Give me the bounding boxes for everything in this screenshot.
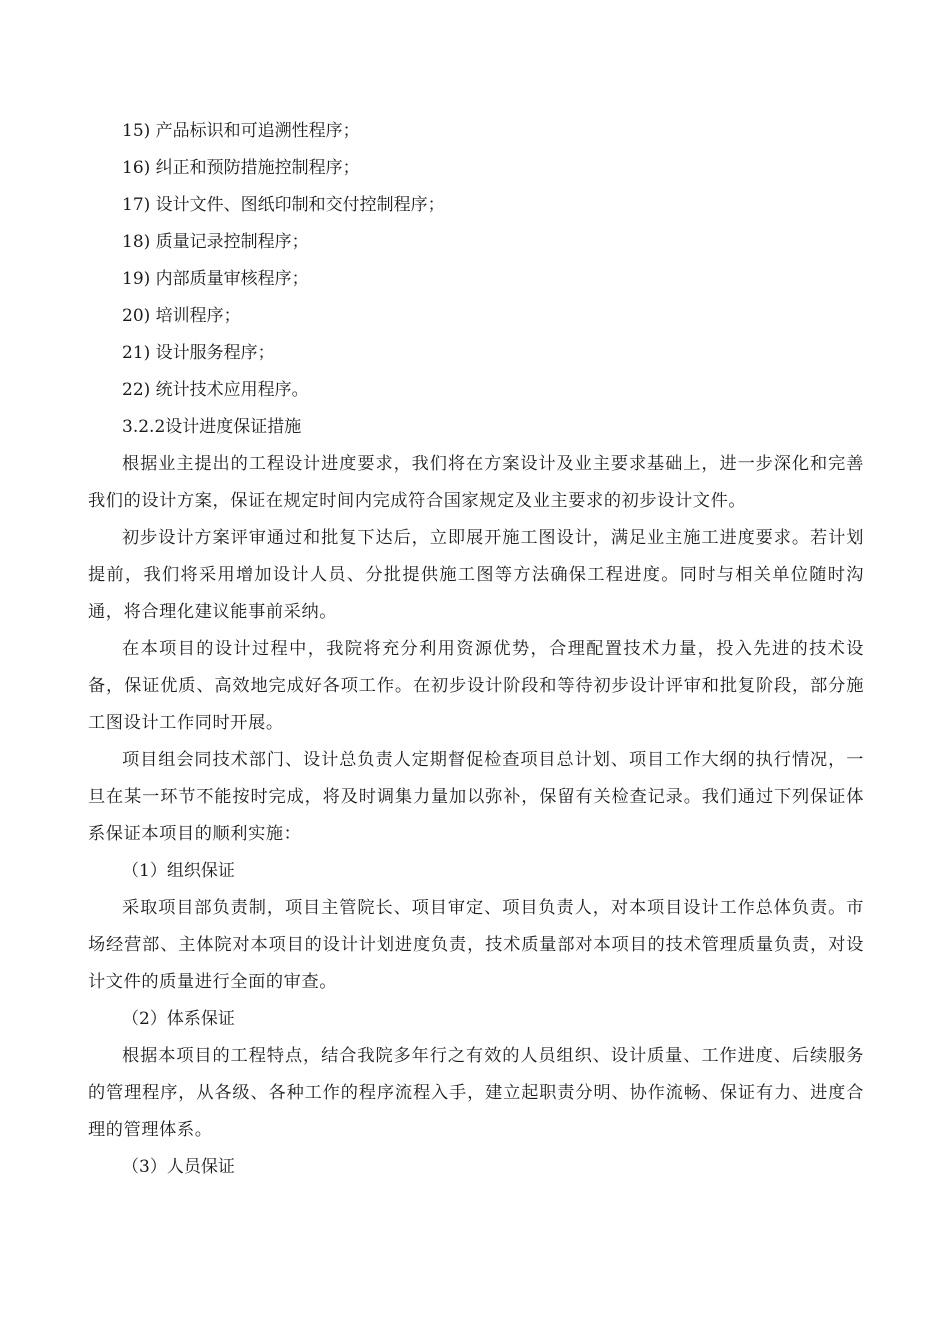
list-item: 17) 设计文件、图纸印制和交付控制程序；: [122, 195, 445, 215]
list-item: 21) 设计服务程序；: [122, 343, 275, 363]
list-item: 15) 产品标识和可追溯性程序；: [122, 121, 360, 141]
list-item: 16) 纠正和预防措施控制程序；: [122, 158, 360, 178]
list-item: 18) 质量记录控制程序；: [122, 232, 309, 252]
section-heading: 3.2.2设计进度保证措施: [122, 417, 302, 437]
subsection-title: （1）组织保证: [122, 861, 235, 881]
paragraph: 项目组会同技术部门、设计总负责人定期督促检查项目总计划、项目工作大纲的执行情况，一旦在某一环节不能按时完成，将及时调集力量加以弥补，保留有关检查记录。我们通过下列保证体系保证本项目的顺利实施：: [88, 750, 864, 844]
paragraph: 根据本项目的工程特点，结合我院多年行之有效的人员组织、设计质量、工作进度、后续服务的管理程序，从各级、各种工作的程序流程入手，建立起职责分明、协作流畅、保证有力、进度合理的管理体系。: [88, 1046, 864, 1140]
paragraph: 在本项目的设计过程中，我院将充分利用资源优势，合理配置技术力量，投入先进的技术设备，保证优质、高效地完成好各项工作。在初步设计阶段和等待初步设计评审和批复阶段，部分施工图设计工作同时开展。: [88, 639, 864, 733]
subsection-title: （3）人员保证: [122, 1157, 235, 1177]
list-item: 22) 统计技术应用程序。: [122, 380, 309, 400]
paragraph: 初步设计方案评审通过和批复下达后，立即展开施工图设计，满足业主施工进度要求。若计划提前，我们将采用增加设计人员、分批提供施工图等方法确保工程进度。同时与相关单位随时沟通，将合理化建议能事前采纳。: [88, 528, 864, 622]
subsection-title: （2）体系保证: [122, 1009, 235, 1029]
list-item: 19) 内部质量审核程序；: [122, 269, 309, 289]
document-body: [88, 113, 864, 1186]
paragraph: 根据业主提出的工程设计进度要求，我们将在方案设计及业主要求基础上，进一步深化和完善我们的设计方案，保证在规定时间内完成符合国家规定及业主要求的初步设计文件。: [88, 454, 864, 511]
list-item: 20) 培训程序；: [122, 306, 241, 326]
paragraph: 采取项目部负责制，项目主管院长、项目审定、项目负责人，对本项目设计工作总体负责。市场经营部、主体院对本项目的设计计划进度负责，技术质量部对本项目的技术管理质量负责，对设计文件的质量进行全面的审查。: [88, 898, 864, 992]
